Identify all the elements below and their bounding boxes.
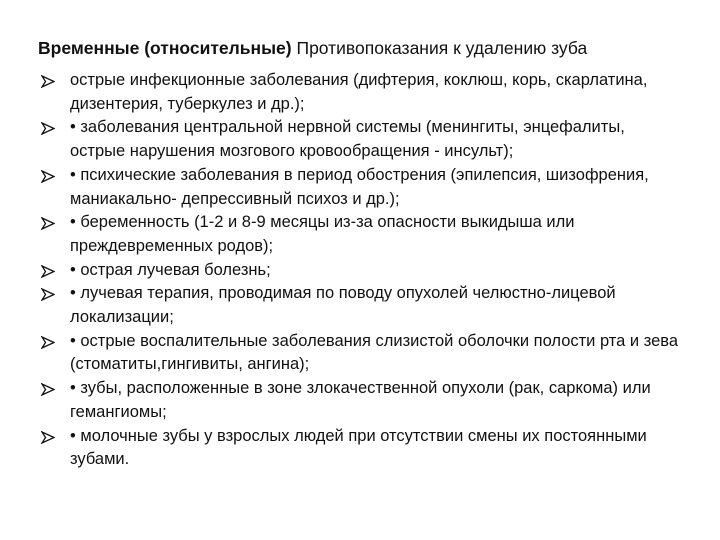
list-item	[40, 211, 680, 258]
list-item-text: • острые воспалительные заболевания слизистой оболочки полости рта и зева (стоматиты,гингивиты, ангина);	[70, 331, 679, 374]
list-item	[40, 116, 680, 163]
list-item	[40, 330, 680, 377]
list-item	[40, 282, 680, 329]
arrow-bullet-icon	[40, 69, 60, 93]
arrow-bullet-icon	[40, 425, 60, 449]
list-item	[40, 259, 680, 283]
arrow-bullet-icon	[40, 164, 60, 188]
title-bold-part: Временные (относительные)	[38, 38, 292, 58]
list-item	[40, 377, 680, 424]
list-item-text: • заболевания центральной нервной системы (менингиты, энцефалиты, острые нарушения мозгового кровообращения - инсульт);	[70, 118, 625, 161]
list-item-text: • лучевая терапия, проводимая по поводу опухолей челюстно-лицевой локализации;	[70, 284, 616, 327]
arrow-bullet-icon	[40, 330, 60, 354]
contraindications-list	[40, 69, 680, 472]
list-item-text: • молочные зубы у взрослых людей при отсутствии смены их постоянными зубами.	[70, 426, 647, 469]
list-item-text: • зубы, расположенные в зоне злокачественной опухоли (рак, саркома) или гемангиомы;	[70, 379, 651, 421]
list-item-text: • острая лучевая болезнь;	[70, 260, 271, 279]
arrow-bullet-icon	[40, 116, 60, 140]
arrow-bullet-icon	[40, 211, 60, 235]
title-regular-part: Противопоказания к удалению зуба	[291, 38, 588, 58]
list-item-text: • психические заболевания в период обострения (эпилепсия, шизофрения, маниакально- депрессивный психоз и др.);	[70, 165, 649, 208]
arrow-bullet-icon	[40, 259, 60, 283]
list-item	[40, 425, 680, 472]
list-item	[40, 164, 680, 211]
list-item	[40, 69, 680, 116]
slide-title	[38, 36, 698, 60]
list-item-text: • беременность (1-2 и 8-9 месяцы из-за опасности выкидыша или преждевременных родов);	[70, 213, 575, 255]
arrow-bullet-icon	[40, 282, 60, 306]
list-item-text: острые инфекционные заболевания (дифтерия, коклюш, корь, скарлатина, дизентерия, туберкулез и др.);	[70, 71, 648, 113]
arrow-bullet-icon	[40, 377, 60, 401]
